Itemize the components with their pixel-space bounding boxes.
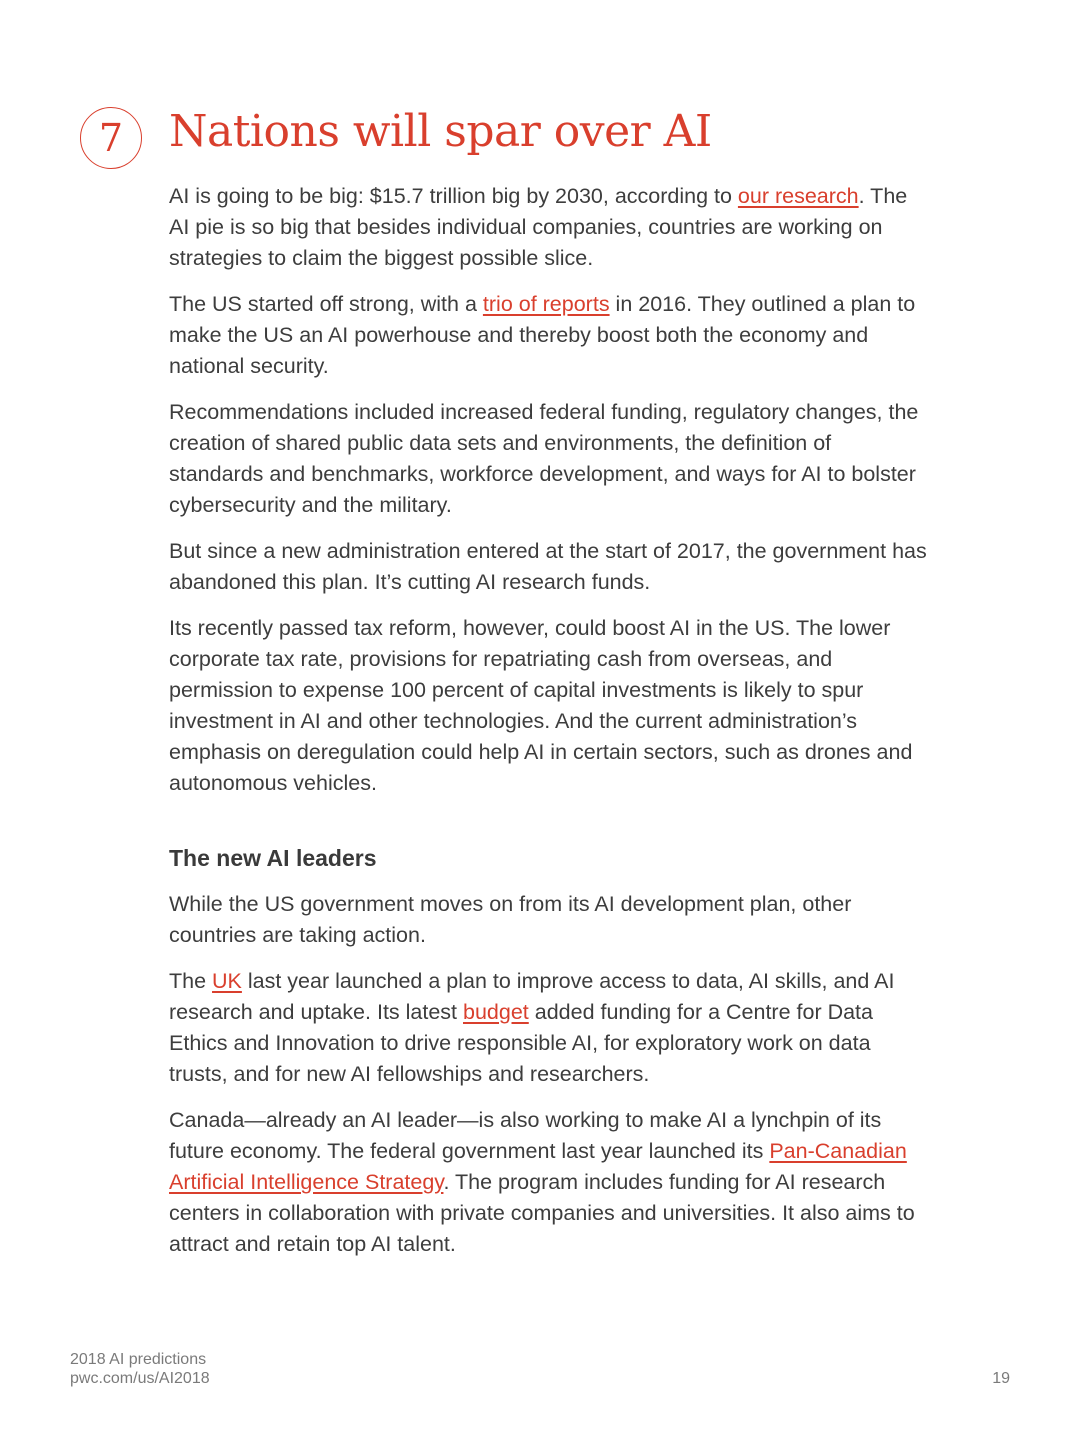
- footer: [70, 1350, 210, 1388]
- section-heading: The new AI leaders: [169, 845, 377, 871]
- footer-report-name: 2018 AI predictions: [70, 1351, 207, 1368]
- paragraph-recommendations: Recommendations included increased federal funding, regulatory changes, the creation of shared public data sets and environments, the definition of standards and benchmarks, workforce development, and ways for AI to bolster cybersecurity and the military.: [169, 400, 919, 517]
- paragraph-text: The US started off strong, with a: [169, 292, 483, 316]
- trio-of-reports-link[interactable]: trio of reports: [482, 292, 610, 316]
- paragraph-text: AI is going to be big: $15.7 trillion big by 2030, according to: [169, 184, 738, 208]
- paragraph-canada: [169, 1105, 929, 1260]
- paragraph-administration: But since a new administration entered at the start of 2017, the government has abandoned this plan. It’s cutting AI research funds.: [169, 539, 927, 594]
- our-research-link[interactable]: our research: [737, 184, 859, 208]
- paragraph-us-reports: [169, 289, 929, 382]
- paragraph-text: in 2016. They outlined a plan to make the US an AI powerhouse and thereby boost both the economy and national security.: [169, 292, 916, 378]
- paragraph-text: . The program includes funding for AI research centers in collaboration with private companies and universities. It also aims to attract and retain top AI talent.: [169, 1170, 915, 1256]
- paragraph-tax-reform: Its recently passed tax reform, however, could boost AI in the US. The lower corporate tax rate, provisions for repatriating cash from overseas, and permission to expense 100 percent of capital investments is likely to spur investment in AI and other technologies. And the current administration’s emphasis on deregulation could help AI in certain sectors, such as drones and autonomous vehicles.: [169, 616, 913, 795]
- paragraph-text: last year launched a plan to improve access to data, AI skills, and AI research and uptake. Its latest: [169, 969, 895, 1024]
- paragraph-other-countries: While the US government moves on from its AI development plan, other countries are taking action.: [169, 892, 852, 947]
- paragraph-text: added funding for a Centre for Data Ethics and Innovation to drive responsible AI, for exploratory work on data trusts, and for new AI fellowships and researchers.: [169, 1000, 873, 1086]
- paragraph-uk: [169, 966, 929, 1090]
- page-title: Nations will spar over AI: [169, 106, 712, 157]
- paragraph-text: The: [169, 969, 213, 993]
- chapter-number-badge: 7: [80, 107, 142, 169]
- pan-canadian-strategy-link[interactable]: Pan-Canadian Artificial Intelligence Strategy: [169, 1139, 907, 1194]
- page-number: 19: [992, 1370, 1010, 1387]
- budget-link[interactable]: budget: [463, 1000, 529, 1024]
- paragraph-text: Canada—already an AI leader—is also working to make AI a lynchpin of its future economy. The federal government last year launched its: [169, 1108, 882, 1163]
- chapter-header: [80, 100, 980, 180]
- footer-url: pwc.com/us/AI2018: [70, 1370, 210, 1387]
- paragraph-intro: [169, 181, 929, 274]
- article-body: [169, 181, 929, 1275]
- paragraph-text: . The AI pie is so big that besides individual companies, countries are working on strategies to claim the biggest possible slice.: [169, 184, 908, 270]
- uk-link[interactable]: UK: [212, 969, 242, 993]
